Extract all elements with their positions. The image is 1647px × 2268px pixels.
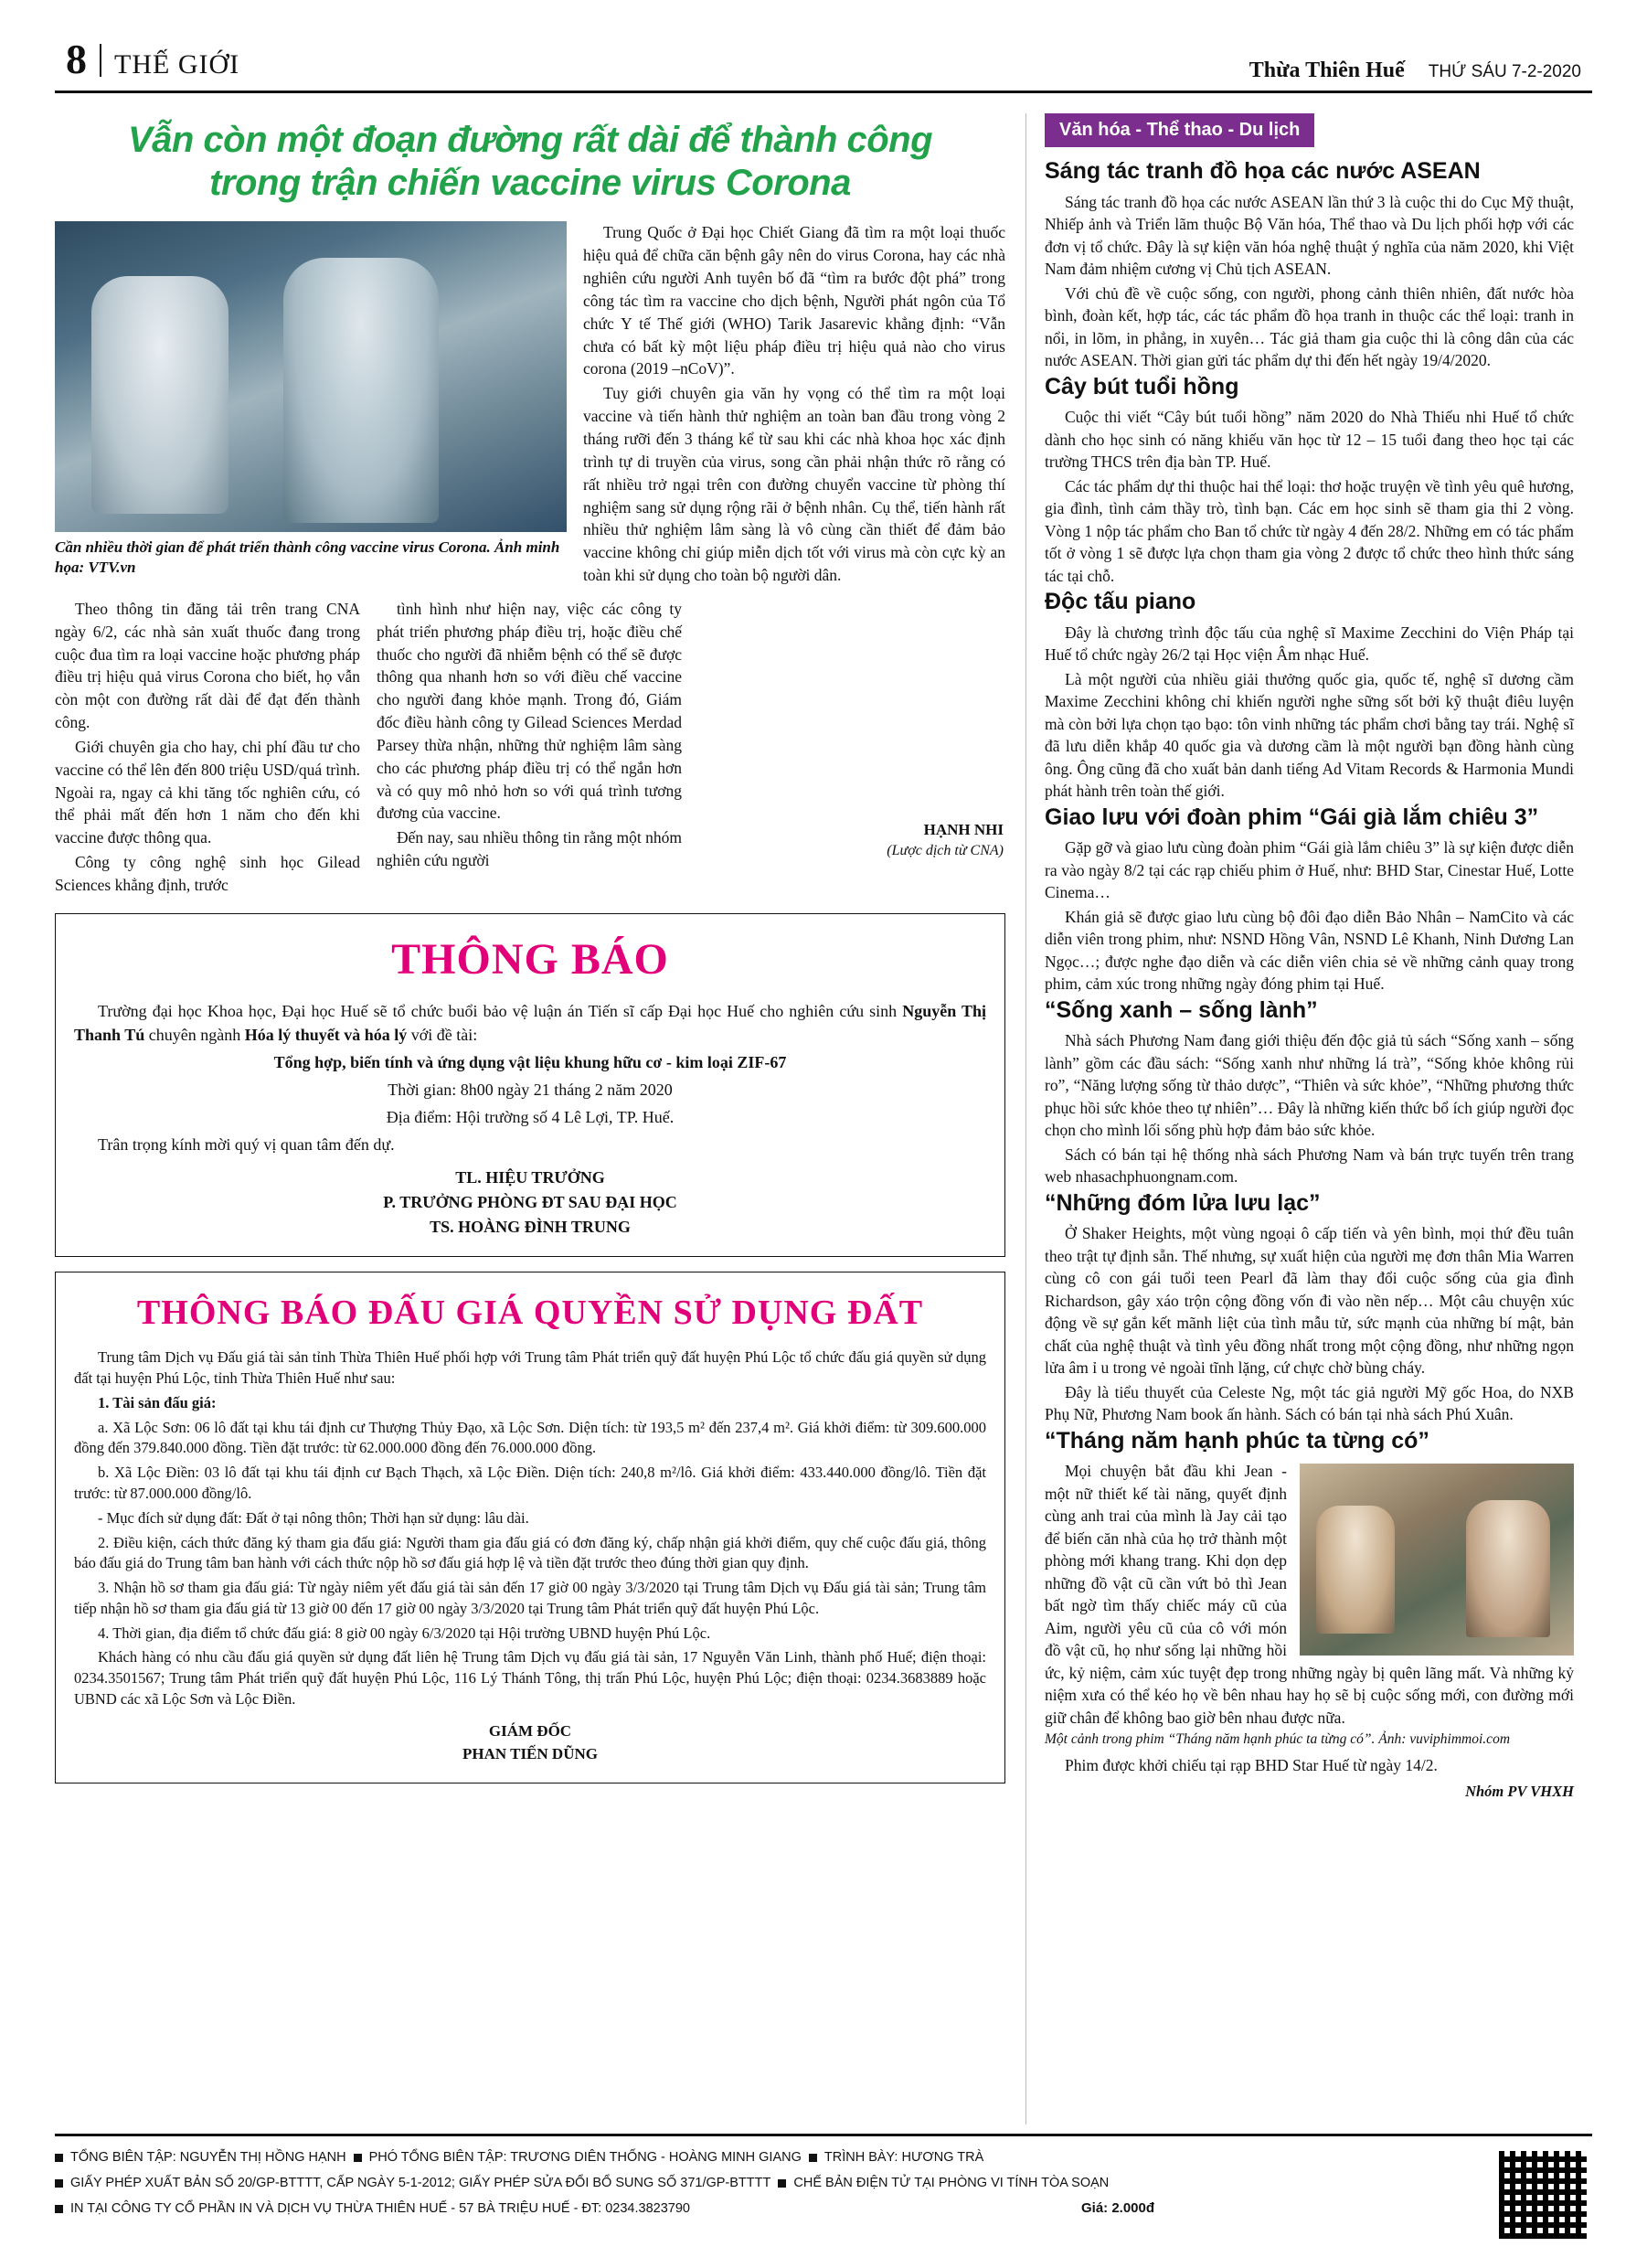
article-headline: “Những đóm lửa lưu lạc” bbox=[1045, 1189, 1321, 1216]
lead-bottom-block bbox=[55, 598, 1005, 899]
article-headline: Giao lưu với đoàn phim “Gái già lắm chiêu 3” bbox=[1045, 804, 1539, 830]
lead-byline-source: (Lược dịch từ CNA) bbox=[887, 843, 1004, 858]
article-doc-tau-piano bbox=[1045, 589, 1574, 803]
bullet-square-icon bbox=[55, 2179, 63, 2188]
phd-candidate-name: Nguyễn Thị Thanh Tú bbox=[74, 1001, 987, 1044]
lead-photo bbox=[55, 221, 567, 532]
page-number: 8 bbox=[66, 36, 87, 82]
phd-major: Hóa lý thuyết và hóa lý bbox=[244, 1025, 408, 1044]
signature-line-2: P. TRƯỞNG PHÒNG ĐT SAU ĐẠI HỌC bbox=[383, 1193, 677, 1212]
category-badge: Văn hóa - Thể thao - Du lịch bbox=[1045, 113, 1314, 147]
editor-in-chief: TỔNG BIÊN TẬP: NGUYỄN THỊ HỒNG HẠNH bbox=[70, 2150, 346, 2165]
article-asean bbox=[1045, 158, 1574, 372]
layout-credit: TRÌNH BÀY: HƯƠNG TRÀ bbox=[824, 2150, 984, 2165]
thesis-topic: Tổng hợp, biến tính và ứng dụng vật liệu khung hữu cơ - kim loại ZIF-67 bbox=[273, 1053, 787, 1072]
article-paragraph: Nhà sách Phương Nam đang giới thiệu đến độc giả tủ sách “Sống xanh – sống lành” gồm các đầu sách: “Sống xanh như những lá trà”, “Sống khỏe không rủi ro”, “Năng lượng sống từ thảo dược”, “Thiên và sức khỏe”, “Những phương thức phục hồi sức khỏe theo tự nhiên”… Đây là những kiến thức bổ ích giúp người đọc chọn cho mình lối sống phù hợp đảm bảo sức khỏe. bbox=[1045, 1031, 1574, 1139]
auction-item-purpose: - Mục đích sử dụng đất: Đất ở tại nông thôn; Thời hạn sử dụng: lâu dài. bbox=[98, 1508, 529, 1527]
paper-name: Thừa Thiên Huế bbox=[1249, 59, 1405, 82]
article-paragraph: Mọi chuyện bắt đầu khi Jean - một nữ thiết kế tài năng, quyết định cùng anh trai của mình là Jay cải tạo để biến căn nhà của họ trở thành một phòng mới khang trang. Khi dọn dẹp những đồ vật cũ cần vứt bỏ thì Jean bất ngờ tìm thấy chiếc máy cũ của Aim, người yêu cũ của cô với món đồ vật cũ, họ như sống lại những hồi ức, kỷ niệm, cảm xúc tuyệt đẹp trong những ngày bị quên lãng mất. Và những kỷ niệm xưa có thể kéo họ về bên nhau hay họ sẽ bị cuộc sống mới, con đường mới giữ chân để không bao giờ bên nhau được nữa. bbox=[1045, 1462, 1574, 1727]
article-body bbox=[1045, 406, 1574, 587]
signature-line-1: TL. HIỆU TRƯỞNG bbox=[455, 1168, 605, 1187]
typesetting-info: CHẾ BẢN ĐIỆN TỬ TẠI PHÒNG VI TÍNH TÒA SOẠN bbox=[793, 2175, 1110, 2190]
auction-registration: 3. Nhận hồ sơ tham gia đấu giá: Từ ngày niêm yết đấu giá tài sản đến 17 giờ 00 ngày 3/3/2020 tại Trung tâm Dịch vụ Đấu giá tài sản; Trung tâm tiếp nhận hồ sơ tham gia đấu giá từ 13 giờ 00 đến 17 giờ 00 ngày 3/3/2020 tại Trung tâm Phát triển quỹ đất huyện Phú Lộc. bbox=[74, 1579, 986, 1617]
masthead-left bbox=[66, 35, 239, 83]
lead-paragraph: Giới chuyên gia cho hay, chi phí đầu tư cho vaccine có thể lên đến 800 triệu USD/quá trình. Ngoài ra, ngay cả khi tăng tốc nghiên cứu, có thể phải mất đến hơn 1 năm cho đến khi vaccine được thông qua. bbox=[55, 737, 360, 847]
deputy-editors: PHÓ TỔNG BIÊN TẬP: TRƯƠNG DIÊN THỐNG - HOÀNG MINH GIANG bbox=[368, 2150, 802, 2165]
article-paragraph: Sách có bán tại hệ thống nhà sách Phương Nam và bán trực tuyến trên trang web nhasachphuongnam.com. bbox=[1045, 1145, 1574, 1186]
lead-paragraph: Theo thông tin đăng tải trên trang CNA ngày 6/2, các nhà sản xuất thuốc đang trong cuộc đua tìm ra loại vaccine hoặc phương pháp điều trị hiệu quả virus Corona cho biết, họ vẫn còn một con đường rất dài để đạt đến thành công. bbox=[55, 599, 360, 732]
announcement-intro-b: chuyên ngành bbox=[144, 1025, 245, 1044]
footer-credits bbox=[55, 2146, 1154, 2222]
auction-item-a: a. Xã Lộc Sơn: 06 lô đất tại khu tái định cư Thượng Thủy Đạo, xã Lộc Sơn. Diện tích: từ 193,5 m² đến 237,4 m². Giá khởi điểm: từ 309.600.000 đồng đến 379.840.000 đồng. Tiền đặt trước: từ 62.000.000 đồng đến 76.000.000 đồng. bbox=[74, 1418, 986, 1457]
bullet-square-icon bbox=[354, 2154, 362, 2162]
article-giao-luu-phim bbox=[1045, 804, 1574, 996]
lead-intro-column bbox=[583, 221, 1005, 589]
lead-paragraph: Công ty công nghệ sinh học Gilead Sciences khẳng định, trước bbox=[55, 853, 360, 894]
article-paragraph: Đây là chương trình độc tấu của nghệ sĩ Maxime Zecchini do Viện Pháp tại Huế tổ chức ngày 26/2 tại Học viện Âm nhạc Huế. bbox=[1045, 623, 1574, 664]
announcement-box bbox=[55, 913, 1005, 1258]
page-footer bbox=[55, 2134, 1592, 2244]
qr-code-icon bbox=[1493, 2146, 1592, 2244]
lead-photo-block bbox=[55, 221, 567, 589]
footer-line-2 bbox=[55, 2171, 1154, 2197]
article-headline: Sáng tác tranh đồ họa các nước ASEAN bbox=[1045, 158, 1481, 184]
auction-conditions: 2. Điều kiện, cách thức đăng ký tham gia đấu giá: Người tham gia đấu giá có đơn đăng ký, chấp nhận giá khởi điểm, quy chế cuộc đấu giá, thông báo đấu giá do Trung tâm ban hành với cách thức nộp hồ sơ đấu giá hợp lệ và tiền đặt trước theo đúng thời gian quy định. bbox=[74, 1533, 986, 1572]
article-paragraph: Đây là tiểu thuyết của Celeste Ng, một tác giả người Mỹ gốc Hoa, do NXB Phụ Nữ, Phương Nam book ấn hành. Sách có bán tại nhà sách Phú Xuân. bbox=[1045, 1382, 1574, 1423]
printing-info: IN TẠI CÔNG TY CỔ PHẦN IN VÀ DỊCH VỤ THỪA THIÊN HUẾ - 57 BÀ TRIỆU HUẾ - ĐT: 0234.3823790 bbox=[70, 2200, 690, 2216]
auction-item-b: b. Xã Lộc Điền: 03 lô đất tại khu tái định cư Bạch Thạch, xã Lộc Điền. Diện tích: 240,8 m²/lô. Giá khởi điểm: 433.440.000 đồng/lô. Tiền đặt trước: từ 87.000.000 đồng/lô. bbox=[74, 1464, 986, 1502]
announcement-invite: Trân trọng kính mời quý vị quan tâm đến dự. bbox=[98, 1135, 395, 1155]
article-body bbox=[1045, 191, 1574, 372]
lead-top-block bbox=[55, 221, 1005, 589]
masthead-right bbox=[1249, 59, 1581, 83]
auction-sign-title: GIÁM ĐỐC bbox=[488, 1721, 572, 1740]
article-paragraph: Cuộc thi viết “Cây bút tuổi hồng” năm 2020 do Nhà Thiếu nhi Huế tổ chức dành cho học sinh có năng khiếu văn học từ 12 – 15 tuổi đang theo học tại các trường THCS trên địa bàn TP. Huế. bbox=[1045, 408, 1574, 471]
lead-paragraph: Trung Quốc ở Đại học Chiết Giang đã tìm ra một loại thuốc hiệu quả để chữa căn bệnh gây nên do virus Corona, hay các nhà nghiên cứu người Anh tuyên bố đã “tìm ra bước đột phá” trong công tác tìm ra vaccine cho dịch bệnh, Người phát ngôn của Tổ chức Y tế Thế giới (WHO) Tarik Jasarevic khẳng định: “Vẫn chưa có bất kỳ một liệu pháp điều trị hiệu quả nào cho virus corona (2019 –nCoV)”. bbox=[583, 223, 1005, 378]
article-nhung-dom-lua-luu-lac bbox=[1045, 1190, 1574, 1426]
article-paragraph: Với chủ đề về cuộc sống, con người, phong cảnh thiên nhiên, đất nước hòa bình, đoàn kết, hợp tác, các tác phẩm đồ họa tranh in thuộc các thể loại: tranh in nổi, in lõm, in phẳng, in xuyên… Tác giả tham gia cuộc thi là công dân của các nước ASEAN. Thời gian gửi tác phẩm dự thi đến hết ngày 19/4/2020. bbox=[1045, 283, 1574, 369]
auction-schedule: 4. Thời gian, địa điểm tổ chức đấu giá: 8 giờ 00 ngày 6/3/2020 tại Hội trường UBND huyện Phú Lộc. bbox=[98, 1624, 711, 1642]
article-headline: “Tháng năm hạnh phúc ta từng có” bbox=[1045, 1427, 1429, 1453]
article-paragraph: Các tác phẩm dự thi thuộc hai thể loại: thơ hoặc truyện về tình yêu quê hương, gia đình, tình cảm thầy trò, tình bạn. Các em học sinh sẽ tham gia thi 2 vòng. Vòng 1 nộp tác phẩm cho Ban tổ chức từ ngày 4 đến 28/2. Những em có tác phẩm tốt ở vòng 1 sẽ được lựa chọn tham gia vòng 2 được tổ chức theo hình thức sáng tác tại chỗ. bbox=[1045, 476, 1574, 585]
price-label: Giá: 2.000đ bbox=[1080, 2200, 1155, 2217]
announcement-place: Địa điểm: Hội trường số 4 Lê Lợi, TP. Huế. bbox=[386, 1108, 675, 1127]
auction-signature bbox=[74, 1720, 986, 1766]
lead-byline: HẠNH NHI bbox=[923, 820, 1004, 838]
announcement-title: THÔNG BÁO bbox=[391, 934, 669, 984]
right-column bbox=[1025, 113, 1574, 2124]
film-photo-caption: Một cảnh trong phim “Tháng năm hạnh phúc ta từng có”. Ảnh: vuviphimmoi.com bbox=[1045, 1731, 1511, 1747]
auction-item-head: 1. Tài sản đấu giá: bbox=[98, 1393, 217, 1411]
signature-line-3: TS. HOÀNG ĐÌNH TRUNG bbox=[430, 1218, 631, 1237]
announcement-intro-a: Trường đại học Khoa học, Đại học Huế sẽ tổ chức buổi bảo vệ luận án Tiến sĩ cấp Đại học Huế cho nghiên cứu sinh bbox=[98, 1001, 903, 1020]
announcement-intro-c: với đề tài: bbox=[407, 1025, 478, 1044]
announcement-time: Thời gian: 8h00 ngày 21 tháng 2 năm 2020 bbox=[388, 1081, 673, 1100]
auction-announcement-box bbox=[55, 1272, 1005, 1783]
auction-sign-name: PHAN TIẾN DŨNG bbox=[462, 1745, 598, 1763]
article-thang-nam-hanh-phuc bbox=[1045, 1428, 1574, 1801]
footer-line-3 bbox=[55, 2196, 1154, 2222]
bullet-square-icon bbox=[809, 2154, 817, 2162]
article-paragraph: Phim được khởi chiếu tại rạp BHD Star Huế từ ngày 14/2. bbox=[1065, 1756, 1438, 1775]
article-body bbox=[1045, 836, 1574, 996]
auction-contact: Khách hàng có nhu cầu đấu giá quyền sử dụng đất liên hệ Trung tâm Dịch vụ đấu giá tài sản, 17 Nguyễn Văn Linh, thành phố Huế; điện thoại: 0234.3501567; Trung tâm Phát triển quỹ đất huyện Phú Lộc, 116 Lý Thánh Tông, thị trấn Phú Lộc, huyện Phú Lộc; điện thoại: 0234.3683889 hoặc UBND các xã Lộc Sơn và Lộc Điền. bbox=[74, 1648, 986, 1708]
left-column bbox=[55, 113, 1005, 2124]
lead-photo-caption: Cần nhiều thời gian để phát triển thành công vaccine virus Corona. Ảnh minh họa: VTV.vn bbox=[55, 538, 560, 577]
lead-body-col-2 bbox=[377, 598, 682, 899]
page-content bbox=[55, 113, 1592, 2124]
article-headline: “Sống xanh – sống lành” bbox=[1045, 996, 1318, 1023]
article-body bbox=[1045, 1222, 1574, 1426]
announcement-intro bbox=[74, 999, 986, 1047]
lead-paragraph: Tuy giới chuyên gia văn hy vọng có thể tìm ra một loại vaccine và tiến hành thử nghiệm an toàn ban đầu trong vòng 2 tháng rưỡi đến 3 tháng kể từ sau khi các nhà khoa học xác định trình tự di truyền của virus, song cần phải nhận thức rõ rằng có rất nhiều trở ngại trên con đường chuyển vaccine từ phòng thí nghiệm sang sử dụng rộng rãi ở bệnh nhân. Cụ thể, tiến hành rất nhiều thử nghiệm lâm sàng là vô cùng cần thiết để đảm bảo vaccine không chỉ giúp miễn dịch tốt với virus mà còn cực kỳ an toàn khi sử dụng cho toàn bộ người dân. bbox=[583, 384, 1005, 585]
article-paragraph: Sáng tác tranh đồ họa các nước ASEAN lần thứ 3 là cuộc thi do Cục Mỹ thuật, Nhiếp ảnh và Triển lãm thuộc Bộ Văn hóa, Thể thao và Du lịch phối hợp với các đơn vị tổ chức. Đây là sự kiện văn hóa nghệ thuật ý nghĩa của năm 2020, khi Việt Nam đảm nhiệm cương vị Chủ tịch ASEAN. bbox=[1045, 192, 1574, 278]
footer-line-1 bbox=[55, 2146, 1154, 2171]
article-body bbox=[1045, 622, 1574, 803]
article-paragraph: Gặp gỡ và giao lưu cùng đoàn phim “Gái già lắm chiêu 3” là sự kiện được diễn ra vào ngày 8/2 tại các rạp chiếu phim ở Huế, như: BHD Star, Cinestar Huế, Lotte Cinema… bbox=[1045, 838, 1574, 901]
article-headline: Độc tấu piano bbox=[1045, 589, 1196, 614]
article-paragraph: Khán giả sẽ được giao lưu cùng bộ đôi đạo diễn Bảo Nhân – NamCito và các diễn viên trong phim, như: NSND Hồng Vân, NSND Lê Khanh, Ninh Dương Lan Ngọc…; được nghe đạo diễn và các diễn viên chia sẻ về những cảnh quay trong phim, cảm xúc trong những ngày đóng phim tại Huế. bbox=[1045, 907, 1574, 993]
article-headline: Cây bút tuổi hồng bbox=[1045, 373, 1239, 399]
bullet-square-icon bbox=[55, 2205, 63, 2213]
lead-paragraph: tình hình như hiện nay, việc các công ty phát triển phương pháp điều trị, hoặc điều chế thuốc cho người đã nhiễm bệnh có thể sẽ được thông qua nhanh hơn so với điều chế vaccine cho người đang khỏe mạnh. Trong đó, Giám đốc điều hành công ty Gilead Sciences Merdad Parsey thừa nhận, những thử nghiệm lâm sàng cho các phương pháp điều trị có thể ngắn hơn và có quy mô nhỏ hơn so với quá trình tương đương của vaccine. bbox=[377, 599, 682, 823]
bullet-square-icon bbox=[55, 2154, 63, 2162]
film-still-photo bbox=[1300, 1464, 1574, 1656]
article-paragraph: Ở Shaker Heights, một vùng ngoại ô cấp tiến và yên bình, mọi thứ đều tuân theo trật tự định sẵn. Thế nhưng, sự xuất hiện của người mẹ đơn thân Mia Warren cùng cô con gái tuổi teen Pearl đã làm thay đổi cuộc sống của gia đình Richardson, gây xáo trộn cộng đồng vốn đi vào nền nếp… Một câu chuyện xúc động về sự gắn kết mãnh liệt của tình mẫu tử, sức mạnh của những bí mật, bản chất của nghệ thuật và tình yêu đồng nhất trong một cộng đồng, như những ngọn lửa âm ỉ u trong vẻ ngoài tĩnh lặng, cứ chực chờ bùng cháy. bbox=[1045, 1224, 1574, 1377]
license-info: GIẤY PHÉP XUẤT BẢN SỐ 20/GP-BTTTT, CẤP NGÀY 5-1-2012; GIẤY PHÉP SỬA ĐỔI BỔ SUNG SỐ 371/GP-BTTTT bbox=[70, 2175, 771, 2190]
bullet-square-icon bbox=[778, 2179, 786, 2188]
section-title: THẾ GIỚI bbox=[114, 49, 240, 80]
auction-title: THÔNG BÁO ĐẤU GIÁ QUYỀN SỬ DỤNG ĐẤT bbox=[136, 1294, 924, 1333]
issue-date: THỨ SÁU 7-2-2020 bbox=[1428, 62, 1581, 81]
masthead bbox=[55, 35, 1592, 93]
auction-intro: Trung tâm Dịch vụ Đấu giá tài sản tỉnh Thừa Thiên Huế phối hợp với Trung tâm Phát triển quỹ đất huyện Phú Lộc tổ chức đấu giá quyền sử dụng đất tại huyện Phú Lộc, tỉnh Thừa Thiên Huế như sau: bbox=[74, 1348, 986, 1388]
masthead-divider bbox=[100, 44, 101, 77]
article-cay-but-tuoi-hong bbox=[1045, 374, 1574, 588]
right-column-byline: Nhóm PV VHXH bbox=[1465, 1782, 1574, 1800]
article-body bbox=[1045, 1029, 1574, 1188]
lead-paragraph: Đến nay, sau nhiều thông tin rằng một nhóm nghiên cứu người bbox=[377, 828, 682, 870]
lead-body-col-1 bbox=[55, 598, 360, 899]
lead-body-col-3 bbox=[698, 598, 1004, 899]
article-paragraph: Là một người của nhiều giải thưởng quốc gia, quốc tế, nghệ sĩ dương cầm Maxime Zecchini không chỉ khiến người nghe sững sốt bởi kỹ thuật điêu luyện mà còn bởi lựa chọn tạo bạo: tôn vinh những tác phẩm chơi bằng tay trái. Nghệ sĩ đã lưu diễn khắp 40 quốc gia và dương cầm là một người bạn đồng hành cùng ông. Ông cũng đã cho xuất bản danh tiếng Ad Vitam Records & Harmonia Mundi phát hành trên toàn thế giới. bbox=[1045, 669, 1574, 800]
announcement-signature bbox=[74, 1166, 986, 1240]
article-song-xanh bbox=[1045, 997, 1574, 1188]
lead-headline: Vẫn còn một đoạn đường rất dài để thành công trong trận chiến vaccine virus Corona bbox=[127, 120, 933, 204]
